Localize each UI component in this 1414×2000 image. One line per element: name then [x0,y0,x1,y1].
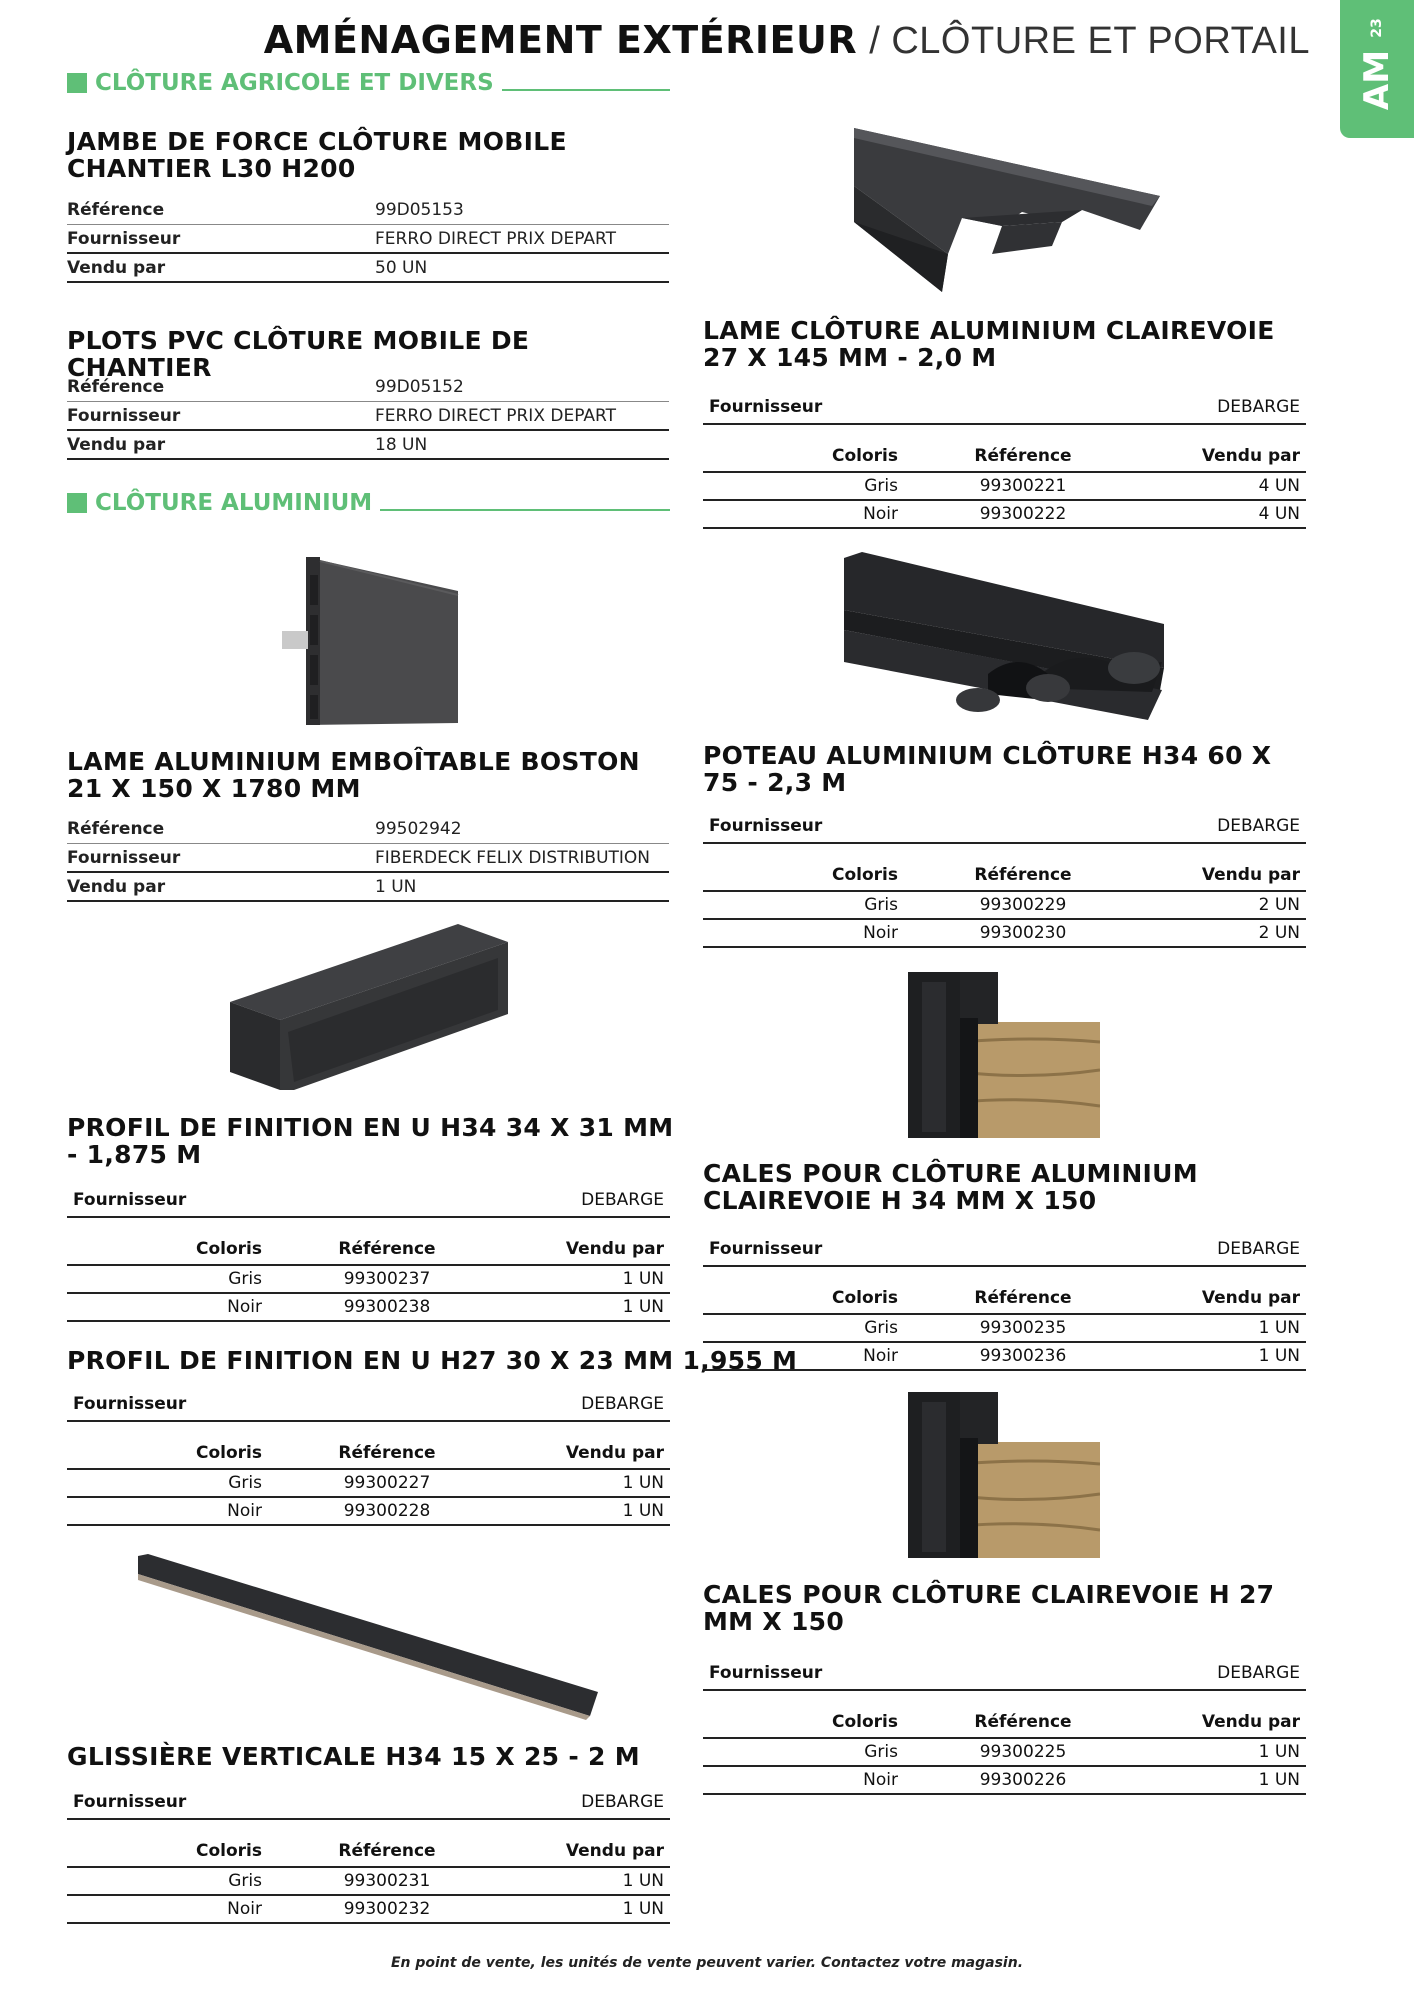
col-vendu-par: Vendu par [1201,1712,1300,1732]
variant-row [67,1266,670,1294]
spec-value: 1 UN [375,876,417,897]
supplier-row [703,1655,1306,1691]
section-rule [380,509,670,511]
variant-row [67,1896,670,1924]
product-title-profil-h27: PROFIL DE FINITION EN U H27 30 X 23 MM 1,955 M [67,1346,798,1375]
col-reference: Référence [338,1443,436,1463]
header-category: AMÉNAGEMENT EXTÉRIEUR [263,18,858,62]
cell-vendu-par: 1 UN [1258,1742,1300,1762]
cell-coloris: Gris [864,895,898,915]
supplier-row [703,1231,1306,1267]
spec-value: FERRO DIRECT PRIX DEPART [375,405,616,426]
cell-reference: 99300221 [979,476,1067,496]
variant-row [703,1767,1306,1795]
variant-header [703,1705,1306,1739]
section-label: CLÔTURE AGRICOLE ET DIVERS [95,70,494,96]
supplier-label: Fournisseur [73,1394,187,1414]
col-vendu-par: Vendu par [565,1443,664,1463]
cell-reference: 99300237 [343,1269,431,1289]
cell-coloris: Noir [227,1501,262,1521]
product-title-cales-h34: CALES POUR CLÔTURE ALUMINIUM CLAIREVOIE H 34 MM X 150 [703,1159,1198,1215]
spec-value: 18 UN [375,434,428,455]
variant-row [703,1315,1306,1343]
supplier-row [703,808,1306,844]
cell-coloris: Gris [864,1742,898,1762]
spec-key: Vendu par [67,876,166,897]
cell-vendu-par: 2 UN [1258,895,1300,915]
col-coloris: Coloris [196,1443,262,1463]
cell-reference: 99300226 [979,1770,1067,1790]
section-rule [502,89,670,91]
cell-reference: 99300229 [979,895,1067,915]
spec-table-plots [67,373,669,460]
cell-vendu-par: 1 UN [1258,1770,1300,1790]
cell-reference: 99300231 [343,1871,431,1891]
spec-table-jambe [67,196,669,283]
col-reference: Référence [338,1841,436,1861]
spec-row [67,431,669,460]
cell-vendu-par: 1 UN [622,1501,664,1521]
cell-coloris: Gris [864,1318,898,1338]
header-subcategory: / CLÔTURE ET PORTAIL [869,20,1310,62]
spec-value: FERRO DIRECT PRIX DEPART [375,228,616,249]
spec-value: FIBERDECK FELIX DISTRIBUTION [375,847,651,868]
variant-row [67,1470,670,1498]
variant-row [67,1868,670,1896]
spec-row [67,402,669,431]
variant-header [67,1436,670,1470]
col-coloris: Coloris [832,446,898,466]
footer-note: En point de vente, les unités de vente peuvent varier. Contactez votre magasin. [390,1955,1024,1971]
col-reference: Référence [974,446,1072,466]
variant-row [703,473,1306,501]
product-title-glissiere: GLISSIÈRE VERTICALE H34 15 X 25 - 2 M [67,1742,640,1771]
variant-header [67,1834,670,1868]
variant-table-lame-clairevoie [703,389,1306,529]
spec-value: 50 UN [375,257,428,278]
col-vendu-par: Vendu par [565,1239,664,1259]
supplier-label: Fournisseur [709,1663,823,1683]
cell-reference: 99300225 [979,1742,1067,1762]
spec-row [67,254,669,283]
page-header [0,14,1310,67]
supplier-value: DEBARGE [1217,1239,1300,1259]
cell-coloris: Noir [863,923,898,943]
product-title-cales-h27: CALES POUR CLÔTURE CLAIREVOIE H 27 MM X 150 [703,1580,1275,1636]
product-image-profil-u [228,922,510,1092]
cell-reference: 99300222 [979,504,1067,524]
supplier-row [67,1182,670,1218]
spec-key: Référence [67,200,165,220]
section-heading-agricole [67,68,670,98]
cell-vendu-par: 1 UN [622,1871,664,1891]
cell-reference: 99300227 [343,1473,431,1493]
variant-header [703,439,1306,473]
supplier-label: Fournisseur [709,397,823,417]
variant-row [703,920,1306,948]
cell-coloris: Gris [228,1871,262,1891]
spec-value: 99502942 [375,819,462,839]
spec-row [67,844,669,873]
variant-table-glissiere [67,1784,670,1924]
cell-vendu-par: 4 UN [1258,504,1300,524]
spec-key: Référence [67,377,165,397]
cell-coloris: Noir [863,504,898,524]
variant-row [67,1294,670,1322]
side-tab [1340,0,1414,138]
supplier-label: Fournisseur [709,1239,823,1259]
supplier-value: DEBARGE [1217,1663,1300,1683]
spec-row [67,873,669,902]
col-reference: Référence [974,865,1072,885]
page-number: 23 [1369,18,1385,38]
product-image-cales-h34 [908,972,1100,1138]
variant-row [703,501,1306,529]
col-coloris: Coloris [196,1239,262,1259]
supplier-label: Fournisseur [709,816,823,836]
variant-header [703,1281,1306,1315]
supplier-value: DEBARGE [581,1190,664,1210]
cell-coloris: Noir [863,1346,898,1366]
section-label: CLÔTURE ALUMINIUM [95,490,373,516]
cell-vendu-par: 1 UN [622,1269,664,1289]
supplier-row [67,1784,670,1820]
cell-vendu-par: 1 UN [622,1473,664,1493]
spec-key: Fournisseur [67,405,181,426]
cell-coloris: Gris [228,1473,262,1493]
product-image-cales-h27 [908,1392,1100,1558]
product-title-lame-clairevoie: LAME CLÔTURE ALUMINIUM CLAIREVOIE 27 X 145 MM - 2,0 M [703,316,1275,372]
supplier-row [67,1386,670,1422]
variant-row [703,1739,1306,1767]
supplier-row [703,389,1306,425]
cell-vendu-par: 1 UN [1258,1318,1300,1338]
section-marker [67,493,87,513]
product-title-plots: PLOTS PVC CLÔTURE MOBILE DE CHANTIER [67,326,530,382]
supplier-value: DEBARGE [1217,816,1300,836]
cell-reference: 99300238 [343,1297,431,1317]
section-heading-aluminium [67,488,670,518]
col-vendu-par: Vendu par [565,1841,664,1861]
variant-header [703,858,1306,892]
variant-table-cales-h27 [703,1655,1306,1795]
spec-key: Fournisseur [67,847,181,868]
section-code: AM [1357,49,1397,111]
cell-vendu-par: 1 UN [622,1297,664,1317]
spec-key: Vendu par [67,257,166,278]
spec-row [67,196,669,225]
cell-coloris: Gris [228,1269,262,1289]
spec-key: Vendu par [67,434,166,455]
cell-reference: 99300232 [343,1899,431,1919]
product-image-boston [280,555,460,725]
col-vendu-par: Vendu par [1201,865,1300,885]
col-vendu-par: Vendu par [1201,1288,1300,1308]
supplier-value: DEBARGE [1217,397,1300,417]
product-title-jambe: JAMBE DE FORCE CLÔTURE MOBILE CHANTIER L30 H200 [67,127,567,183]
cell-vendu-par: 1 UN [622,1899,664,1919]
spec-key: Référence [67,819,165,839]
product-image-poteau [842,550,1166,720]
col-vendu-par: Vendu par [1201,446,1300,466]
variant-row [67,1498,670,1526]
spec-key: Fournisseur [67,228,181,249]
variant-row [703,892,1306,920]
section-marker [67,73,87,93]
product-title-poteau: POTEAU ALUMINIUM CLÔTURE H34 60 X 75 - 2,3 M [703,741,1272,797]
cell-reference: 99300236 [979,1346,1067,1366]
cell-coloris: Noir [227,1899,262,1919]
supplier-value: DEBARGE [581,1792,664,1812]
cell-coloris: Noir [227,1297,262,1317]
supplier-label: Fournisseur [73,1190,187,1210]
cell-coloris: Noir [863,1770,898,1790]
col-reference: Référence [338,1239,436,1259]
variant-table-profil-h27 [67,1386,670,1526]
cell-vendu-par: 4 UN [1258,476,1300,496]
cell-vendu-par: 1 UN [1258,1346,1300,1366]
product-title-profil-h34: PROFIL DE FINITION EN U H34 34 X 31 MM - 1,875 M [67,1113,674,1169]
cell-reference: 99300228 [343,1501,431,1521]
col-coloris: Coloris [832,865,898,885]
supplier-label: Fournisseur [73,1792,187,1812]
product-title-boston: LAME ALUMINIUM EMBOÎTABLE BOSTON 21 X 150 X 1780 MM [67,747,640,803]
col-reference: Référence [974,1288,1072,1308]
supplier-value: DEBARGE [581,1394,664,1414]
variant-table-profil-h34 [67,1182,670,1322]
cell-coloris: Gris [864,476,898,496]
spec-value: 99D05152 [375,377,464,397]
product-image-lame-clairevoie [852,126,1160,296]
cell-reference: 99300235 [979,1318,1067,1338]
variant-header [67,1232,670,1266]
col-coloris: Coloris [832,1712,898,1732]
cell-reference: 99300230 [979,923,1067,943]
spec-row [67,225,669,254]
variant-table-cales-h34 [703,1231,1306,1371]
spec-value: 99D05153 [375,200,464,220]
col-coloris: Coloris [196,1841,262,1861]
col-coloris: Coloris [832,1288,898,1308]
spec-row [67,373,669,402]
product-image-glissiere [134,1552,600,1722]
variant-table-poteau [703,808,1306,948]
col-reference: Référence [974,1712,1072,1732]
spec-table-boston [67,815,669,902]
variant-row [703,1343,1306,1371]
spec-row [67,815,669,844]
cell-vendu-par: 2 UN [1258,923,1300,943]
